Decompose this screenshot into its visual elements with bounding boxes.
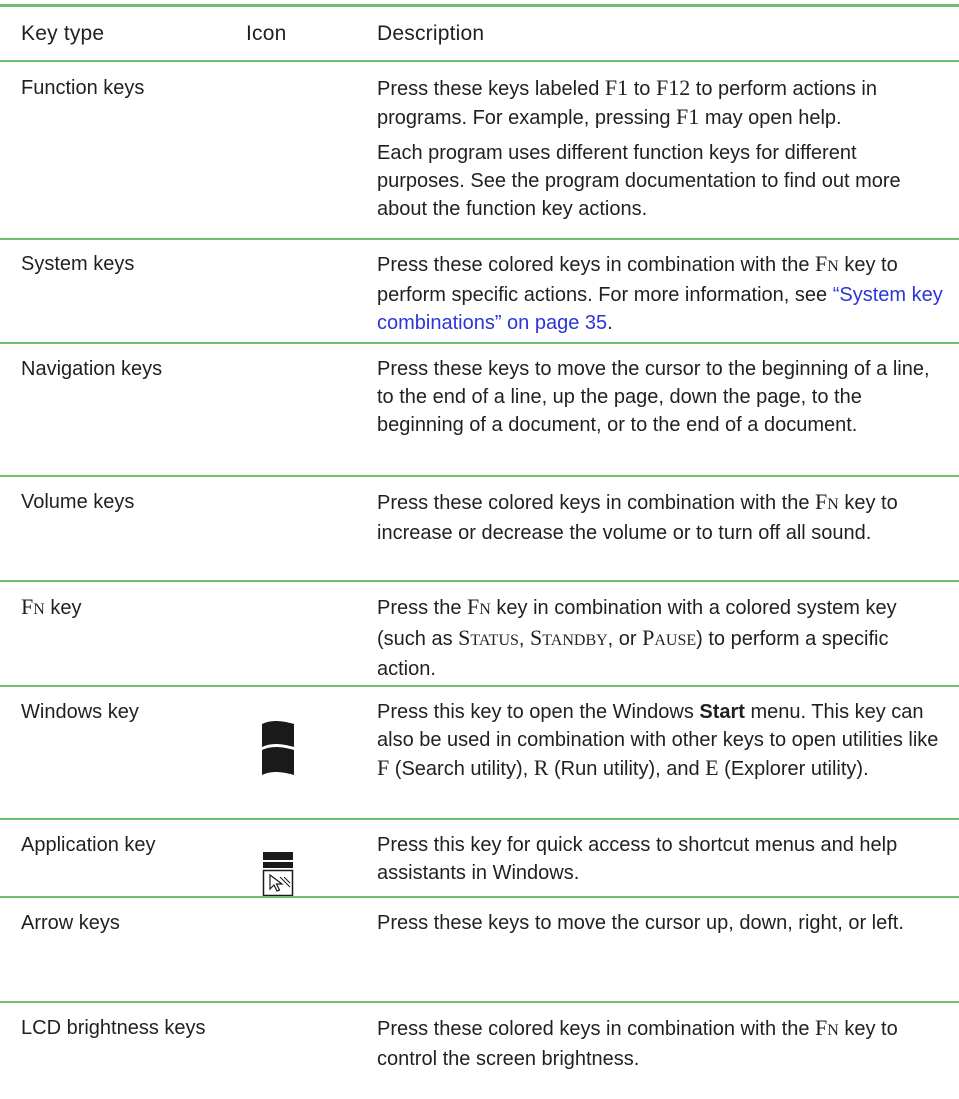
header-rule — [0, 60, 959, 62]
key-type-cell: Function keys — [21, 77, 145, 99]
header-key-type: Key type — [21, 22, 105, 45]
key-type-cell: Navigation keys — [21, 358, 163, 380]
description-paragraph: Each program uses different function keys for different purposes. See the program documentation to find out more about the function key actions. — [377, 142, 901, 220]
row-rule — [0, 818, 959, 820]
row-rule — [0, 896, 959, 898]
description-cell: Press this key for quick access to shortcut menus and help assistants in Windows. — [377, 834, 898, 884]
header-icon: Icon — [246, 22, 287, 45]
description-cell: Press the FN key in combination with a colored system key (such as STATUS, STANDBY, or PAUSE) to perform a specific action. — [377, 594, 897, 680]
description-cell: Press these keys to move the cursor to the beginning of a line, to the end of a line, up the page, down the page, to the beginning of a document, or to the end of a document. — [377, 358, 930, 436]
description-cell: Press this key to open the Windows Start menu. This key can also be used in combination with other keys to open utilities like F (Search utility), R (Run utility), and E (Explorer utility). — [377, 701, 939, 780]
windows-logo-icon — [260, 720, 296, 778]
key-type-cell: Arrow keys — [21, 912, 120, 934]
system-key-combinations-link[interactable]: “System key combinations” on page 35 — [377, 284, 943, 334]
row-rule — [0, 580, 959, 582]
key-type-cell: System keys — [21, 253, 135, 275]
description-cell: Press these colored keys in combination with the FN key to control the screen brightness. — [377, 1015, 898, 1070]
description-paragraph: Press these keys labeled F1 to F12 to perform actions in programs. For example, pressing F1 may open help. — [377, 75, 877, 129]
key-type-cell: Application key — [21, 834, 156, 856]
application-menu-icon — [262, 851, 294, 897]
description-cell: Press these colored keys in combination with the FN key to perform specific actions. For more information, see “System key combinations” on page 35. — [377, 251, 943, 334]
row-rule — [0, 342, 959, 344]
table-top-rule — [0, 4, 959, 7]
description-cell — [377, 74, 947, 223]
row-rule — [0, 475, 959, 477]
key-type-cell: FN key — [21, 594, 82, 619]
description-cell: Press these colored keys in combination with the FN key to increase or decrease the volume or to turn off all sound. — [377, 489, 898, 544]
key-type-cell: Volume keys — [21, 491, 135, 513]
description-cell: Press these keys to move the cursor up, down, right, or left. — [377, 912, 904, 934]
key-type-cell: LCD brightness keys — [21, 1017, 206, 1039]
row-rule — [0, 685, 959, 687]
row-rule — [0, 238, 959, 240]
row-rule — [0, 1001, 959, 1003]
header-description: Description — [377, 22, 485, 45]
key-type-cell: Windows key — [21, 701, 139, 723]
